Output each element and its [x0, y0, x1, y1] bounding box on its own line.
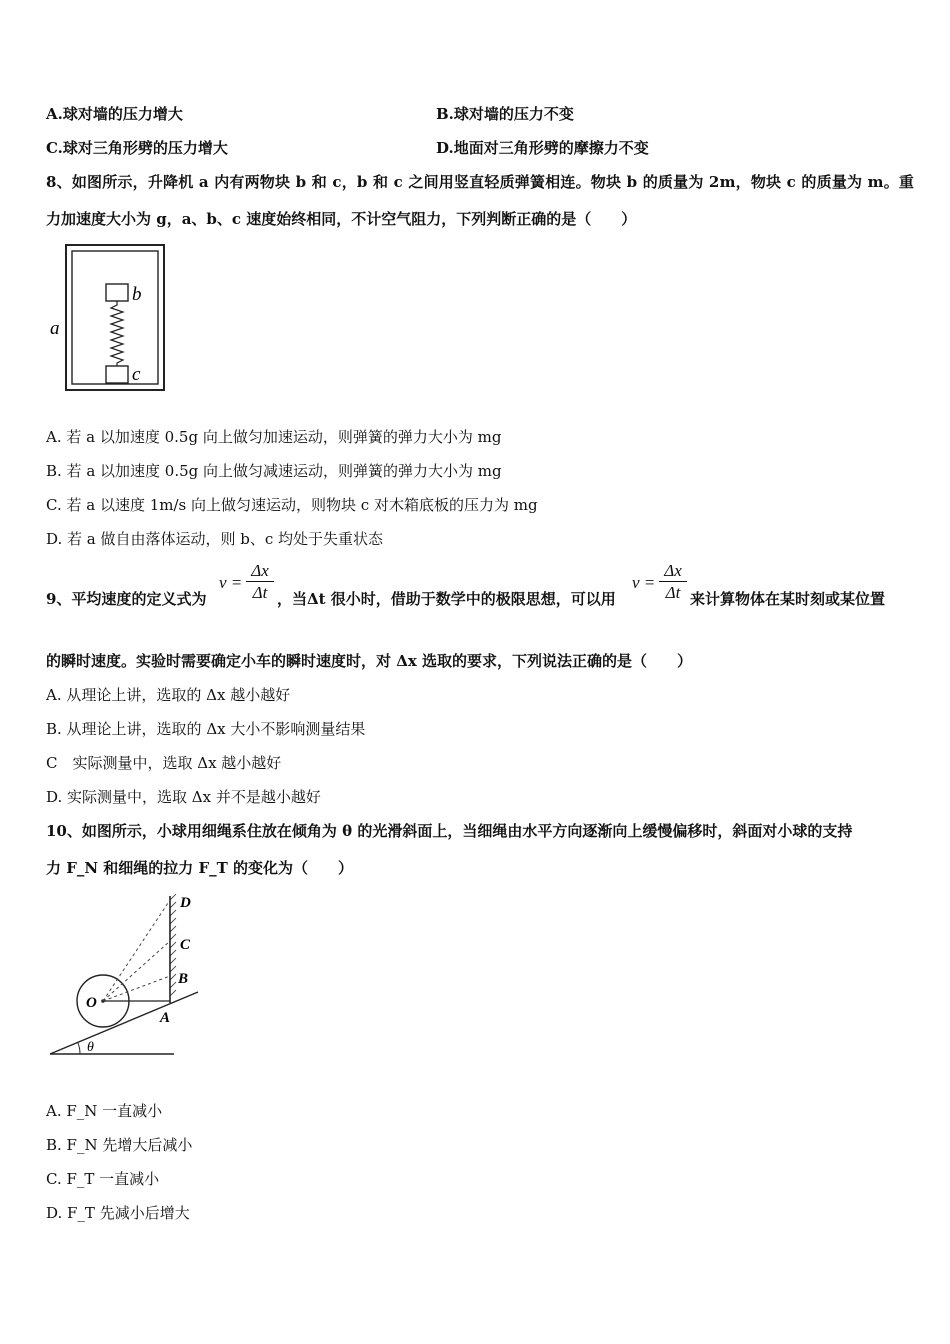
- label-c: c: [132, 364, 141, 385]
- q9-formula2-fraction: [659, 561, 687, 604]
- q10-incline-figure: [40, 888, 220, 1060]
- wall-hatch: [170, 894, 176, 996]
- q10-stem-line1: 10、如图所示，小球用细绳系住放在倾角为 θ 的光滑斜面上，当细绳由水平方向逐渐向上缓慢偏移时，斜面对小球的支持: [46, 822, 853, 840]
- q9-stem-line2: 的瞬时速度。实验时需要确定小车的瞬时速度时，对 Δx 选取的要求，下列说法正确的是（ ）: [46, 652, 693, 670]
- q9-option-c: C 实际测量中，选取 Δx 越小越好: [46, 754, 282, 772]
- spring: [111, 301, 123, 366]
- q7-option-d: D.地面对三角形劈的摩擦力不变: [436, 139, 649, 157]
- q9-option-a: A. 从理论上讲，选取的 Δx 越小越好: [46, 686, 291, 704]
- q9-formula1-fraction: [246, 561, 274, 604]
- q10-option-c: C. F_T 一直减小: [46, 1170, 160, 1188]
- q9-formula1-den: Δt: [252, 583, 268, 602]
- label-B: B: [178, 971, 189, 987]
- q8-stem-line2: 力加速度大小为 g，a、b、c 速度始终相同，不计空气阻力，下列判断正确的是（ ）: [46, 210, 637, 228]
- label-O: O: [86, 995, 97, 1011]
- q9-formula1-num: Δx: [246, 561, 274, 582]
- label-C: C: [180, 937, 191, 953]
- q9-formula1-lhs: v =: [219, 573, 243, 592]
- q10-option-a: A. F_N 一直减小: [46, 1102, 163, 1120]
- q9-stem-part2: ，当Δt 很小时，借助于数学中的极限思想，可以用: [277, 590, 616, 608]
- q8-option-a: A. 若 a 以加速度 0.5g 向上做匀加速运动，则弹簧的弹力大小为 mg: [46, 428, 502, 446]
- block-b: [106, 284, 128, 301]
- q8-elevator-figure: [44, 242, 174, 394]
- q10-stem-line2: 力 F_N 和细绳的拉力 F_T 的变化为（ ）: [46, 859, 354, 877]
- label-theta: θ: [87, 1040, 94, 1055]
- block-c: [106, 366, 128, 383]
- q9-formula2-den: Δt: [665, 583, 681, 602]
- q8-option-b: B. 若 a 以加速度 0.5g 向上做匀减速运动，则弹簧的弹力大小为 mg: [46, 462, 502, 480]
- q9-formula2-num: Δx: [659, 561, 687, 582]
- q7-option-c: C.球对三角形劈的压力增大: [46, 139, 228, 157]
- label-b: b: [132, 284, 142, 305]
- q9-option-b: B. 从理论上讲，选取的 Δx 大小不影响测量结果: [46, 720, 366, 738]
- q7-option-b: B.球对墙的压力不变: [436, 105, 574, 123]
- q10-option-b: B. F_N 先增大后减小: [46, 1136, 193, 1154]
- q9-formula2-lhs: v =: [632, 573, 656, 592]
- q8-option-c: C. 若 a 以速度 1m/s 向上做匀速运动，则物块 c 对木箱底板的压力为 mg: [46, 496, 538, 514]
- q10-option-d: D. F_T 先减小后增大: [46, 1204, 190, 1222]
- label-D: D: [180, 895, 191, 911]
- q8-stem-line1: 8、如图所示，升降机 a 内有两物块 b 和 c，b 和 c 之间用竖直轻质弹簧相连。物块 b 的质量为 2m，物块 c 的质量为 m。重: [46, 173, 915, 191]
- label-a: a: [50, 318, 60, 339]
- q8-option-d: D. 若 a 做自由落体运动，则 b、c 均处于失重状态: [46, 530, 384, 548]
- label-A: A: [160, 1010, 171, 1026]
- q9-stem-part3: 来计算物体在某时刻或某位置: [690, 590, 886, 608]
- q9-stem-part1: 9、平均速度的定义式为: [46, 590, 207, 608]
- q7-option-a: A.球对墙的压力增大: [46, 105, 183, 123]
- q9-option-d: D. 实际测量中，选取 Δx 并不是越小越好: [46, 788, 321, 806]
